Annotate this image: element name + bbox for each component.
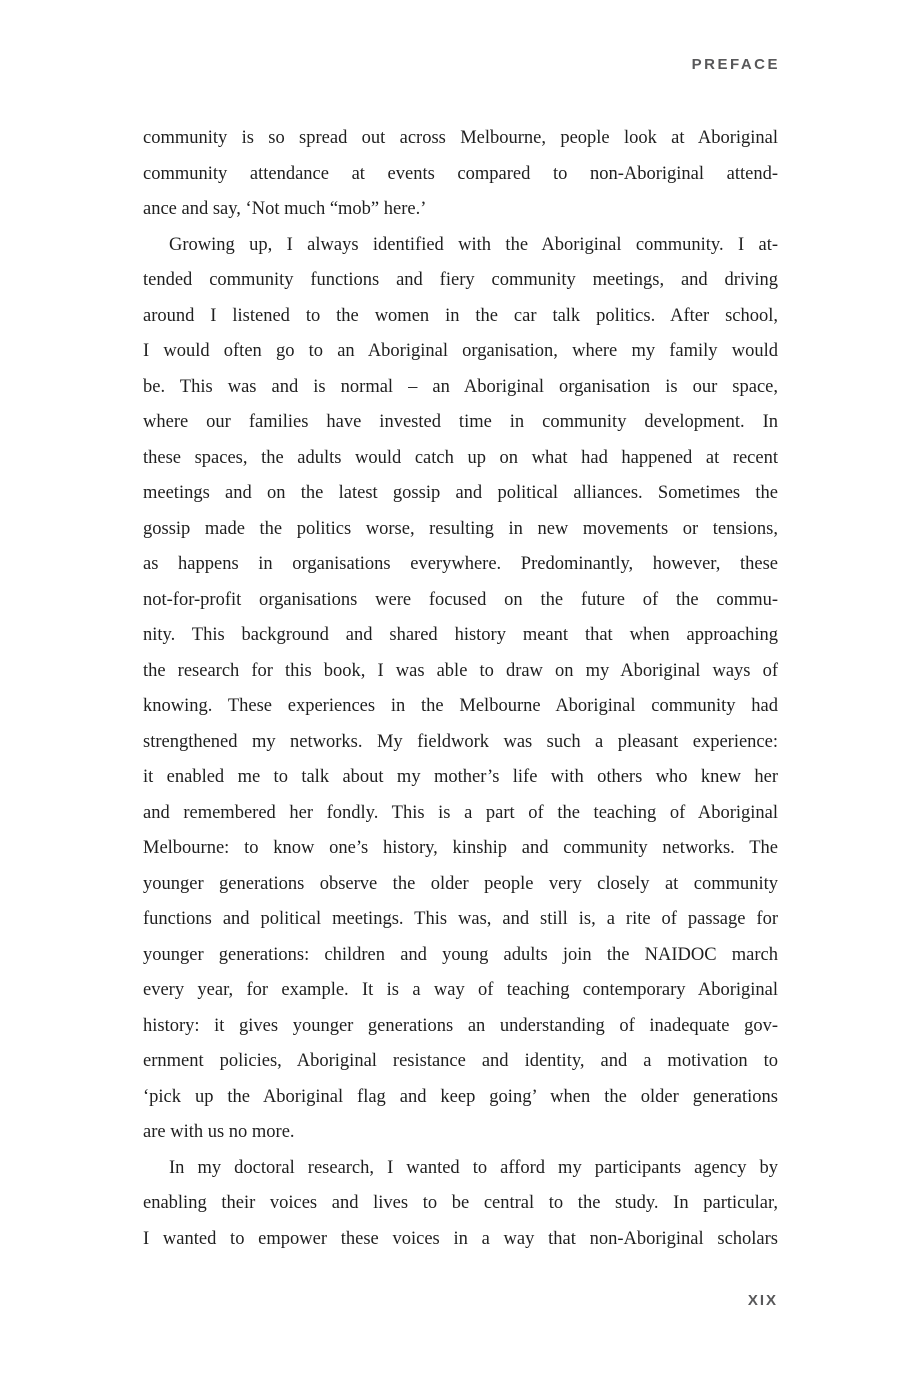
text-line: knowing. These experiences in the Melbourne Aboriginal community had — [143, 696, 778, 716]
text-line: as happens in organisations everywhere. Predominantly, however, these — [143, 554, 778, 574]
text-line: meetings and on the latest gossip and political alliances. Sometimes the — [143, 483, 778, 503]
paragraph — [143, 121, 778, 228]
text-line: functions and political meetings. This was, and still is, a rite of passage for — [143, 909, 778, 929]
text-line: enabling their voices and lives to be central to the study. In particular, — [143, 1193, 778, 1213]
text-line: where our families have invested time in community development. In — [143, 412, 778, 432]
text-line: around I listened to the women in the car talk politics. After school, — [143, 305, 778, 326]
text-line: community attendance at events compared to non-Aboriginal attend- — [143, 163, 778, 184]
text-line: nity. This background and shared history meant that when approaching — [143, 625, 778, 645]
text-line: community is so spread out across Melbourne, people look at Aboriginal — [143, 128, 778, 148]
paragraph — [143, 228, 778, 1151]
text-line: Melbourne: to know one’s history, kinship and community networks. The — [143, 838, 778, 858]
text-line: younger generations observe the older people very closely at community — [143, 873, 778, 894]
text-line: not-for-profit organisations were focused on the future of the commu- — [143, 589, 778, 610]
text-line: ernment policies, Aboriginal resistance and identity, and a motivation to — [143, 1051, 778, 1071]
text-line: and remembered her fondly. This is a part of the teaching of Aboriginal — [143, 802, 778, 823]
body-text — [143, 121, 778, 1257]
paragraph — [143, 1151, 778, 1258]
text-line: In my doctoral research, I wanted to afford my participants agency by — [169, 1157, 778, 1178]
text-line: be. This was and is normal – an Aboriginal organisation is our space, — [143, 376, 778, 397]
text-line: history: it gives younger generations an understanding of inadequate gov- — [143, 1015, 778, 1036]
text-line: I would often go to an Aboriginal organisation, where my family would — [143, 341, 778, 361]
running-header: PREFACE — [691, 56, 780, 73]
text-line: Growing up, I always identified with the Aboriginal community. I at- — [169, 234, 778, 255]
text-line: I wanted to empower these voices in a way that non-Aboriginal scholars — [143, 1228, 778, 1249]
text-line: strengthened my networks. My fieldwork was such a pleasant experience: — [143, 731, 778, 752]
text-line: it enabled me to talk about my mother’s life with others who knew her — [143, 767, 778, 787]
text-line: are with us no more. — [143, 1122, 295, 1142]
text-line: gossip made the politics worse, resulting in new movements or tensions, — [143, 518, 778, 539]
text-line: the research for this book, I was able to draw on my Aboriginal ways of — [143, 660, 778, 681]
text-line: ance and say, ‘Not much “mob” here.’ — [143, 199, 427, 219]
page-number: XIX — [747, 1292, 778, 1309]
text-line: these spaces, the adults would catch up on what had happened at recent — [143, 447, 778, 468]
text-line: every year, for example. It is a way of teaching contemporary Aboriginal — [143, 980, 778, 1000]
text-line: ‘pick up the Aboriginal flag and keep going’ when the older generations — [143, 1086, 778, 1107]
text-line: younger generations: children and young adults join the NAIDOC march — [143, 944, 778, 965]
text-line: tended community functions and fiery community meetings, and driving — [143, 270, 778, 290]
